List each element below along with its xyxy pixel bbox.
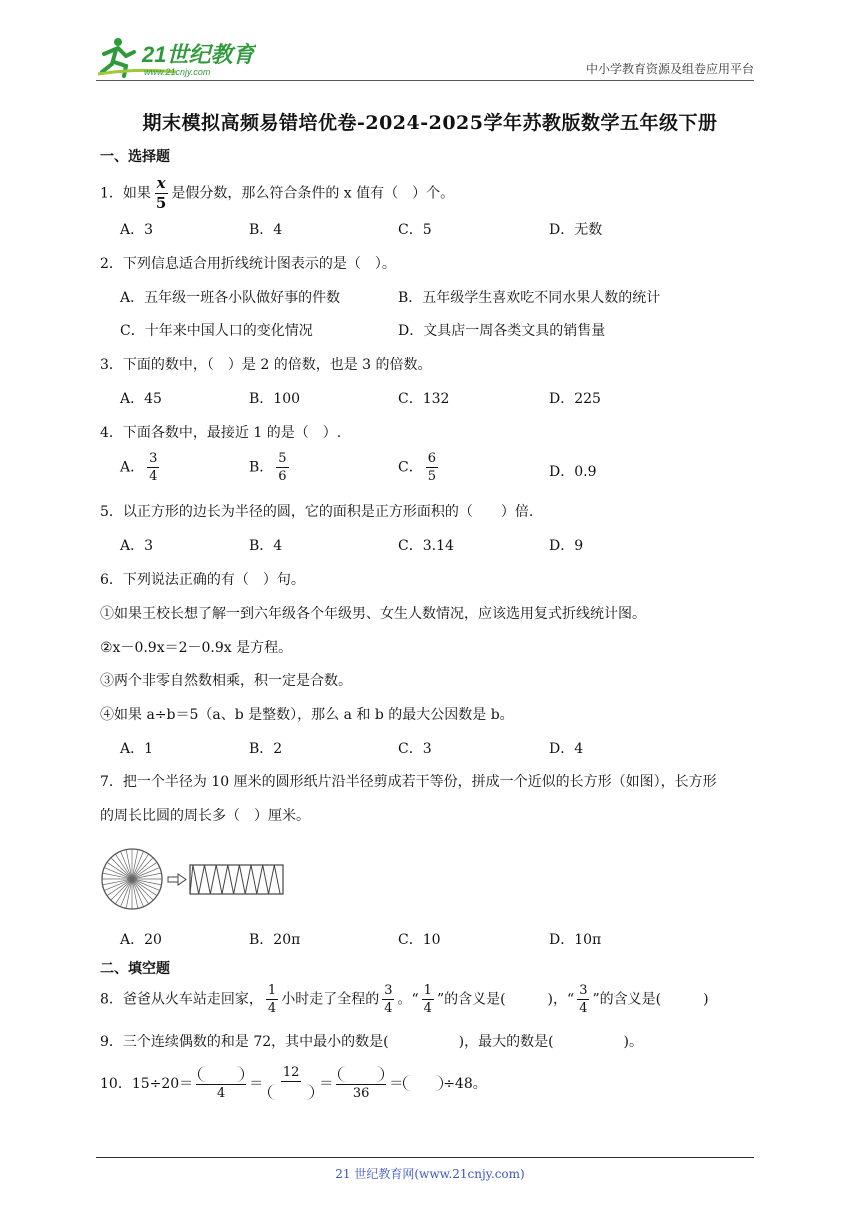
option-d: D．0.9 (549, 464, 597, 480)
option-d: D．4 (549, 741, 584, 757)
footer-divider (96, 1157, 754, 1158)
question-5: 5．以正方形的边长为半径的圆，它的面积是正方形面积的（ ）倍. (100, 504, 534, 520)
q1-text: 1．如果 (100, 185, 151, 202)
question-10: 10．15÷20＝ 4 ＝ 12 ＝ 36 ＝ ÷48。 (100, 1065, 487, 1101)
right-arrow-icon (168, 874, 186, 885)
question-7-line2: 的周长比圆的周长多（ ）厘米。 (100, 808, 310, 824)
statement-3: ③两个非零自然数相乘，积一定是合数。 (100, 673, 352, 689)
question-7: 7．把一个半径为 10 厘米的圆形纸片沿半径剪成若干等份，拼成一个近似的长方形（如图），长方形 (100, 774, 717, 790)
statement-4: ④如果 a÷b＝5（a、b 是整数），那么 a 和 b 的最大公因数是 b。 (100, 707, 514, 723)
option-a: A．五年级一班各小队做好事的件数 (120, 290, 341, 306)
option-c: C．十年来中国人口的变化情况 (120, 323, 313, 339)
option-c: C．132 (398, 391, 450, 407)
section-heading: 二、填空题 (100, 961, 170, 977)
option-b: B．4 (249, 222, 283, 238)
option-d: D．10π (549, 932, 602, 948)
question-6: 6．下列说法正确的有（ ）句。 (100, 572, 305, 588)
option-b: B． $\frac{5}{6}$ (249, 451, 287, 484)
option-b: B．4 (249, 538, 283, 554)
option-a: A．3 (120, 538, 154, 554)
option-b: B．五年级学生喜欢吃不同水果人数的统计 (398, 290, 661, 306)
statement-2: ②x－0.9x＝2－0.9x 是方程。 (100, 640, 293, 656)
statement-1: ①如果王校长想了解一到六年级各个年级男、女生人数情况，应该选用复式折线统计图。 (100, 606, 646, 622)
option-c: C． $\frac{6}{5}$ (398, 451, 436, 484)
option-b: B．100 (249, 391, 301, 407)
cut-circle-icon (102, 849, 162, 909)
option-d: D．无数 (549, 222, 603, 238)
header-divider (96, 80, 754, 81)
option-b: B．20π (249, 932, 301, 948)
page-title: 期末模拟高频易错培优卷-2024-2025学年苏教版数学五年级下册 (142, 112, 718, 134)
q1-fraction: $\frac{x}{5}$ (155, 174, 167, 212)
question-4: 4．下面各数中，最接近 1 的是（ ）. (100, 425, 342, 441)
option-c: C．3 (398, 741, 432, 757)
logo-url: www.21cnjy.com (144, 67, 211, 77)
logo-text: 21世纪教育 (142, 42, 255, 67)
option-b: B．2 (249, 741, 283, 757)
logo (96, 34, 256, 80)
option-a: A．20 (120, 932, 162, 948)
option-d: D．225 (549, 391, 601, 407)
option-a: A．3 (120, 222, 154, 238)
platform-name: 中小学教育资源及组卷应用平台 (585, 62, 754, 76)
option-a: A． $\frac{3}{4}$ (120, 451, 158, 484)
runner-logo-icon (96, 34, 256, 80)
footer-link[interactable]: 21 世纪教育网(www.21cnjy.com) (335, 1167, 525, 1181)
option-c: C．3.14 (398, 538, 454, 554)
question-3: 3．下面的数中，（ ）是 2 的倍数，也是 3 的倍数。 (100, 357, 432, 373)
option-a: A．45 (120, 391, 162, 407)
option-c: C．5 (398, 222, 432, 238)
question-2: 2．下列信息适合用折线统计图表示的是（ ）。 (100, 256, 396, 272)
approx-rectangle-icon (190, 865, 283, 894)
question-1 (100, 176, 454, 211)
question-8: 8．爸爸从火车站走回家， $\frac{1}{4}$ 小时走了全程的 $\frac{3}{4}$ 。“ $\frac{1}{4}$ ”的含义是( )，“ $\frac{3}{4}$ ”的含义是( ) (100, 983, 709, 1016)
option-d: D．文具店一周各类文具的销售量 (398, 323, 606, 339)
section-heading: 一、选择题 (100, 149, 170, 165)
option-c: C．10 (398, 932, 441, 948)
option-d: D．9 (549, 538, 584, 554)
question-9: 9．三个连续偶数的和是 72，其中最小的数是( )，最大的数是( )。 (100, 1034, 644, 1050)
circle-to-rectangle-figure (100, 846, 290, 914)
option-a: A．1 (120, 741, 154, 757)
q1-text-rest: 是假分数，那么符合条件的 x 值有（ ）个。 (171, 185, 455, 202)
